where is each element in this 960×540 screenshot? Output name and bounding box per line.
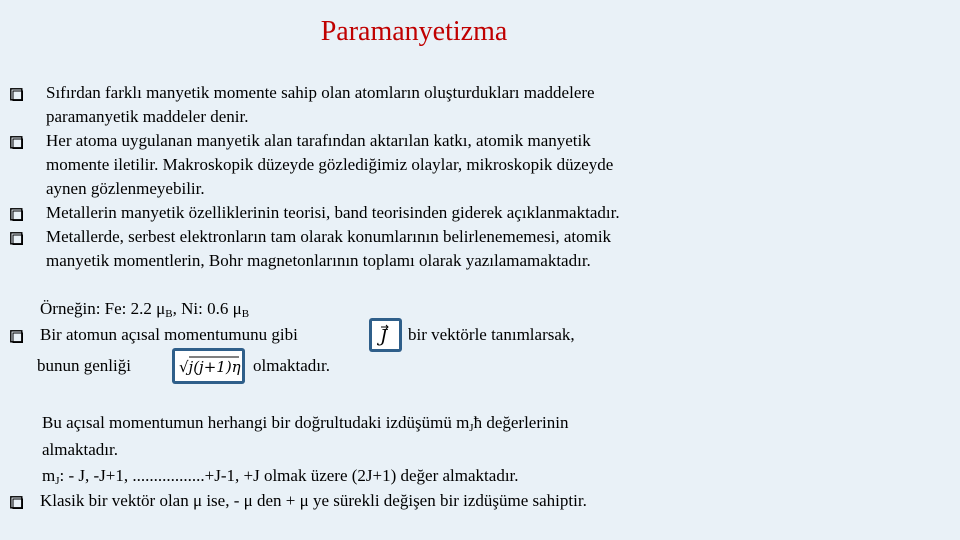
symbol-j: J (380, 326, 388, 347)
angular-text: bir vektörle tanımlarsak, (408, 325, 575, 344)
projection-text: ħ değerlerinin (473, 413, 569, 432)
bullet-text-line: Sıfırdan farklı manyetik momente sahip olan atomların oluşturdukları maddelere (46, 83, 595, 102)
vector-j-formula (369, 318, 402, 352)
projection-line (42, 411, 568, 435)
projection-line (42, 464, 519, 488)
checkbox-bullet-icon (10, 232, 23, 245)
bullet-text-line: manyetik momentlerin, Bohr magnetonlarının toplamı olarak yazılamamaktadır. (46, 251, 591, 270)
angular-text: olmaktadır. (253, 356, 330, 375)
classical-vector-text: Klasik bir vektör olan μ ise, - μ den + μ ye sürekli değişen bir izdüşüme sahiptir. (40, 491, 587, 510)
subscript: J (55, 475, 60, 487)
subscript: B (165, 308, 173, 320)
checkbox-bullet-icon (10, 88, 23, 101)
example-line (40, 297, 249, 321)
bullet-text-line: Metallerin manyetik özelliklerinin teorisi, band teorisinden giderek açıklanmaktadır. (46, 203, 620, 222)
projection-line: almaktadır. (42, 440, 119, 459)
checkbox-bullet-icon (10, 136, 23, 149)
magnitude-formula (172, 348, 245, 384)
projection-text: Bu açısal momentumun herhangi bir doğrultudaki izdüşümü m (42, 413, 470, 432)
angular-text: Bir atomun açısal momentumunu gibi (40, 325, 298, 344)
bullet-text-line: Her atoma uygulanan manyetik alan tarafından aktarılan katkı, atomik manyetik (46, 131, 591, 150)
example-text: , Ni: 0.6 μ (172, 299, 242, 318)
bullet-text-line: paramanyetik maddeler denir. (46, 107, 249, 126)
checkbox-bullet-icon (10, 330, 23, 343)
subscript: B (241, 308, 250, 320)
checkbox-bullet-icon (10, 208, 23, 221)
example-text: Örneğin: Fe: 2.2 μ (40, 299, 166, 318)
projection-text: : - J, -J+1, .................+J-1, +J olmak üzere (2J+1) değer almaktadır. (59, 466, 519, 485)
checkbox-bullet-icon (10, 496, 23, 509)
bullet-text-line: momente iletilir. Makroskopik düzeyde gözlediğimiz olaylar, mikroskopik düzeyde (46, 155, 614, 174)
bullet-text-line: aynen gözlenmeyebilir. (46, 179, 205, 198)
bullet-text-line: Metallerde, serbest elektronların tam olarak konumlarının belirlenememesi, atomik (46, 227, 612, 246)
formula-text: √j(j+1)η (179, 358, 241, 376)
subscript: J (469, 422, 474, 434)
projection-text: m (42, 466, 56, 485)
angular-text: bunun genliği (37, 356, 131, 375)
page-title: Paramanyetizma (320, 16, 508, 47)
